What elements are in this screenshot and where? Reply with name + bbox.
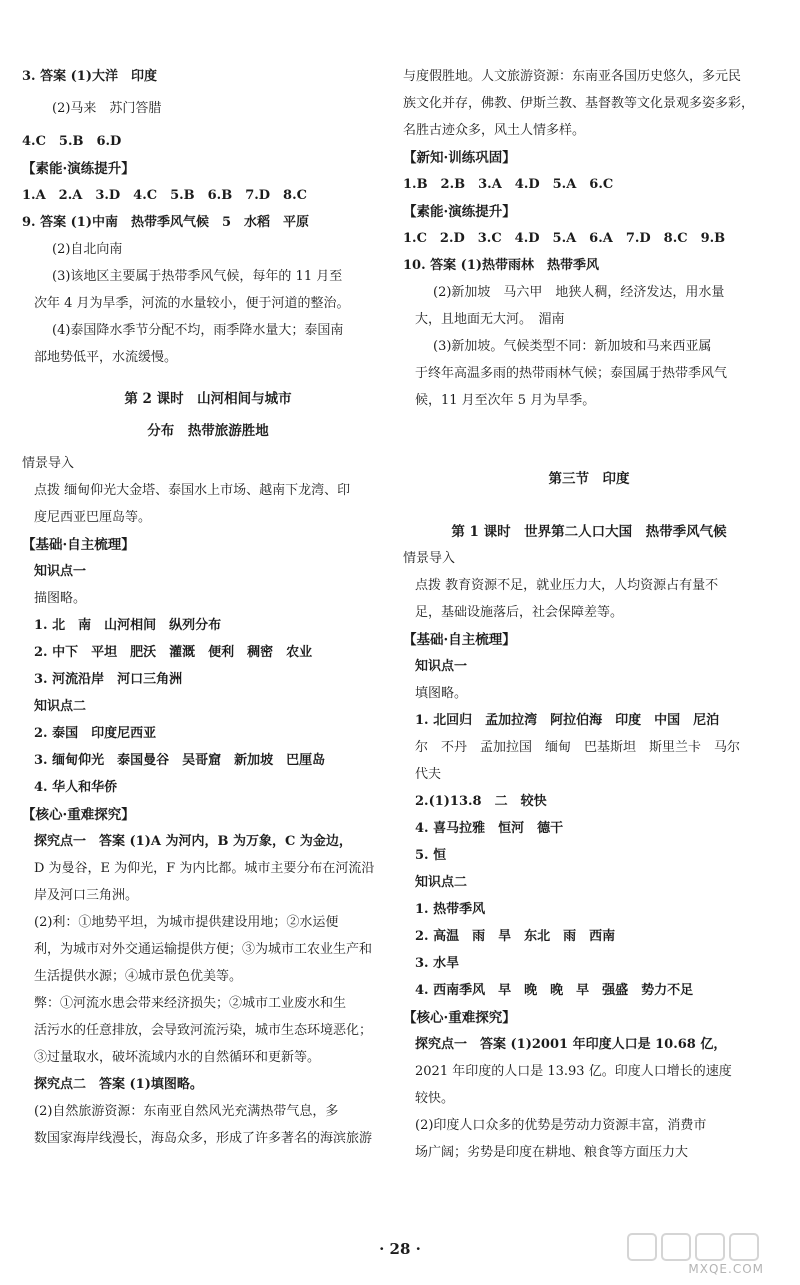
left-line-19: 描图略。 — [34, 591, 87, 606]
right-line-14: 第三节 印度 — [548, 471, 630, 487]
right-line-6: 【素能·演练提升】 — [403, 204, 516, 220]
left-line-26: 4. 华人和华侨 — [34, 780, 118, 795]
left-line-38: (2)自然旅游资源：东南亚自然风光充满热带气息，多 — [34, 1104, 339, 1119]
right-line-23: 尔 不丹 孟加拉国 缅甸 巴基斯坦 斯里兰卡 马尔 — [415, 740, 741, 755]
right-line-37: (2)印度人口众多的优势是劳动力资源丰富，消费市 — [415, 1118, 707, 1133]
left-line-32: 利，为城市对外交通运输提供方便；③为城市工农业生产和 — [34, 942, 373, 957]
right-line-36: 较快。 — [415, 1091, 455, 1106]
left-line-37: 探究点二 答案 (1)填图略。 — [34, 1077, 203, 1092]
left-line-36: ③过量取水，破坏流域内水的自然循环和更新等。 — [34, 1050, 321, 1065]
left-line-30: 岸及河口三角洲。 — [34, 888, 139, 903]
right-line-26: 4. 喜马拉雅 恒河 德干 — [415, 821, 564, 836]
right-line-11: (3)新加坡。气候类型不同：新加坡和马来西亚属 — [433, 339, 712, 354]
left-line-20: 1. 北 南 山河相间 纵列分布 — [34, 618, 222, 633]
page-number: · 28 · — [379, 1240, 421, 1258]
right-line-7: 1.C 2.D 3.C 4.D 5.A 6.A 7.D 8.C 9.B — [403, 231, 726, 246]
right-line-15: 第 1 课时 世界第二人口大国 热带季风气候 — [451, 524, 727, 540]
right-line-12: 于终年高温多雨的热带雨林气候；泰国属于热带季风气 — [415, 366, 728, 381]
left-line-14: 情景导入 — [22, 456, 75, 471]
left-line-35: 活污水的任意排放，会导致河流污染，城市生态环境恶化； — [34, 1023, 373, 1038]
left-line-28: 探究点一 答案 (1)A 为河内，B 为万象，C 为金边， — [34, 834, 352, 849]
left-line-8: (3)该地区主要属于热带季风气候，每年的 11 月至 — [52, 269, 343, 284]
right-line-10: 大，且地面无大河。 湄南 — [415, 312, 565, 327]
right-line-28: 知识点二 — [415, 875, 468, 890]
left-line-5: 1.A 2.A 3.D 4.C 5.B 6.B 7.D 8.C — [22, 188, 307, 203]
left-line-9: 次年 4 月为旱季，河流的水量较小，便于河道的整治。 — [34, 296, 350, 311]
watermark-text: MXQE.COM — [688, 1262, 764, 1276]
left-line-34: 弊：①河流水患会带来经济损失；②城市工业废水和生 — [34, 996, 347, 1011]
right-line-34: 探究点一 答案 (1)2001 年印度人口是 10.68 亿， — [415, 1037, 727, 1052]
left-line-23: 知识点二 — [34, 699, 87, 714]
right-line-8: 10. 答案 (1)热带雨林 热带季风 — [403, 258, 600, 273]
right-line-9: (2)新加坡 马六甲 地狭人稠，经济发达，用水量 — [433, 285, 725, 300]
left-line-1: 3. 答案 (1)大洋 印度 — [22, 69, 157, 84]
right-line-1: 与度假胜地。人文旅游资源：东南亚各国历史悠久，多元民 — [403, 69, 742, 84]
right-line-21: 填图略。 — [415, 686, 468, 701]
left-line-3: 4.C 5.B 6.D — [22, 134, 122, 149]
right-line-25: 2.(1)13.8 二 较快 — [415, 794, 547, 809]
left-line-33: 生活提供水源；④城市景色优美等。 — [34, 969, 243, 984]
right-line-22: 1. 北回归 孟加拉湾 阿拉伯海 印度 中国 尼泊 — [415, 713, 720, 728]
left-line-17: 【基础·自主梳理】 — [22, 537, 135, 553]
right-line-30: 2. 高温 雨 旱 东北 雨 西南 — [415, 929, 616, 944]
left-line-10: (4)泰国降水季节分配不均，雨季降水量大；泰国南 — [52, 323, 344, 338]
left-line-18: 知识点一 — [34, 564, 87, 579]
right-line-16: 情景导入 — [403, 551, 456, 566]
right-line-33: 【核心·重难探究】 — [403, 1010, 516, 1026]
left-line-39: 数国家海岸线漫长，海岛众多，形成了许多著名的海滨旅游 — [34, 1131, 373, 1146]
right-line-4: 【新知·训练巩固】 — [403, 150, 516, 166]
left-line-29: D 为曼谷，E 为仰光，F 为内比都。城市主要分布在河流沿 — [34, 861, 375, 876]
right-line-17: 点拨 教育资源不足，就业压力大，人均资源占有量不 — [415, 578, 719, 593]
right-line-3: 名胜古迹众多，风土人情多样。 — [403, 123, 586, 138]
right-line-20: 知识点一 — [415, 659, 468, 674]
left-line-27: 【核心·重难探究】 — [22, 807, 135, 823]
right-line-19: 【基础·自主梳理】 — [403, 632, 516, 648]
left-line-22: 3. 河流沿岸 河口三角洲 — [34, 672, 183, 687]
right-line-5: 1.B 2.B 3.A 4.D 5.A 6.C — [403, 177, 614, 192]
left-line-2: (2)马来 苏门答腊 — [52, 101, 162, 116]
right-line-38: 场广阔；劣势是印度在耕地、粮食等方面压力大 — [415, 1145, 689, 1160]
left-line-11: 部地势低平，水流缓慢。 — [34, 350, 178, 365]
right-line-13: 候，11 月至次年 5 月为旱季。 — [415, 393, 596, 408]
left-line-4: 【素能·演练提升】 — [22, 161, 135, 177]
left-line-12: 第 2 课时 山河相间与城市 — [124, 391, 292, 407]
left-line-21: 2. 中下 平坦 肥沃 灌溉 便利 稠密 农业 — [34, 645, 313, 660]
left-line-31: (2)利：①地势平坦，为城市提供建设用地；②水运便 — [34, 915, 339, 930]
right-line-18: 足，基础设施落后，社会保障差等。 — [415, 605, 624, 620]
right-line-27: 5. 恒 — [415, 848, 447, 863]
left-line-7: (2)自北向南 — [52, 242, 123, 257]
right-line-24: 代夫 — [415, 767, 442, 782]
left-line-15: 点拨 缅甸仰光大金塔、泰国水上市场、越南下龙湾、印 — [34, 483, 351, 498]
left-line-24: 2. 泰国 印度尼西亚 — [34, 726, 157, 741]
right-line-32: 4. 西南季风 早 晚 晚 早 强盛 势力不足 — [415, 983, 694, 998]
left-line-6: 9. 答案 (1)中南 热带季风气候 5 水稻 平原 — [22, 215, 310, 230]
left-line-13: 分布 热带旅游胜地 — [147, 423, 269, 439]
right-line-31: 3. 水旱 — [415, 956, 460, 971]
left-line-16: 度尼西亚巴厘岛等。 — [34, 510, 152, 525]
right-line-35: 2021 年印度的人口是 13.93 亿。印度人口增长的速度 — [415, 1064, 732, 1079]
right-line-2: 族文化并存，佛教、伊斯兰教、基督教等文化景观多姿多彩， — [403, 96, 755, 111]
right-line-29: 1. 热带季风 — [415, 902, 486, 917]
left-line-25: 3. 缅甸仰光 泰国曼谷 吴哥窟 新加坡 巴厘岛 — [34, 753, 326, 768]
